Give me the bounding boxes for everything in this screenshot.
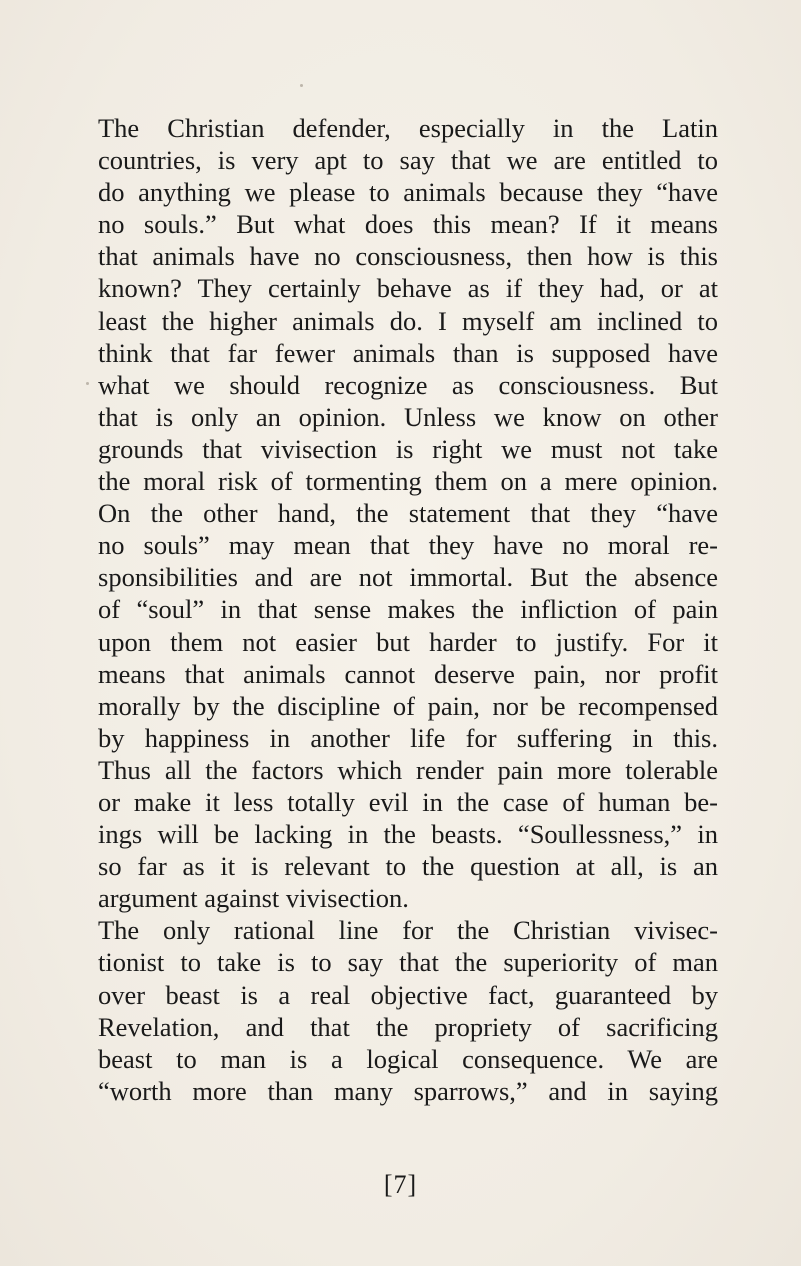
body-text bbox=[98, 112, 718, 1107]
text-line: no souls” may mean that they have no moral re- bbox=[98, 530, 718, 561]
paper-speck bbox=[86, 382, 89, 385]
text-line: beast to man is a logical consequence. We are bbox=[98, 1043, 718, 1074]
text-line: by happiness in another life for suffering in this. bbox=[98, 722, 718, 753]
text-line: that is only an opinion. Unless we know on other bbox=[98, 401, 718, 432]
paper-speck bbox=[300, 84, 303, 87]
text-line: Thus all the factors which render pain more tolerable bbox=[98, 754, 718, 785]
text-line: no souls.” But what does this mean? If it means bbox=[98, 209, 718, 240]
text-line: what we should recognize as consciousness. But bbox=[98, 369, 718, 400]
text-line: On the other hand, the statement that they “have bbox=[98, 498, 718, 529]
text-line: Revelation, and that the propriety of sacrificing bbox=[98, 1011, 718, 1042]
text-line: ings will be lacking in the beasts. “Soullessness,” in bbox=[98, 819, 718, 850]
text-line: least the higher animals do. I myself am inclined to bbox=[98, 305, 718, 336]
text-line: known? They certainly behave as if they had, or at bbox=[98, 273, 718, 304]
text-line: the moral risk of tormenting them on a mere opinion. bbox=[98, 466, 718, 497]
text-line: so far as it is relevant to the question at all, is an bbox=[98, 851, 718, 882]
text-line: grounds that vivisection is right we must not take bbox=[98, 433, 718, 464]
text-line: means that animals cannot deserve pain, nor profit bbox=[98, 658, 718, 689]
text-line: sponsibilities and are not immortal. But the absence bbox=[98, 562, 718, 593]
text-line: do anything we please to animals because they “have bbox=[98, 177, 718, 208]
text-line: The only rational line for the Christian vivisec- bbox=[98, 915, 718, 946]
text-line: over beast is a real objective fact, guaranteed by bbox=[98, 979, 718, 1010]
text-line: upon them not easier but harder to justify. For it bbox=[98, 626, 718, 657]
text-line: morally by the discipline of pain, nor be recompensed bbox=[98, 690, 718, 721]
text-line: The Christian defender, especially in the Latin bbox=[98, 113, 718, 143]
text-line: tionist to take is to say that the superiority of man bbox=[98, 947, 718, 978]
text-line: that animals have no consciousness, then how is this bbox=[98, 241, 718, 272]
text-line: or make it less totally evil in the case of human be- bbox=[98, 786, 718, 817]
page-number: [7] bbox=[383, 1170, 418, 1199]
text-line: argument against vivisection. bbox=[98, 883, 409, 914]
text-line: of “soul” in that sense makes the infliction of pain bbox=[98, 594, 718, 625]
text-line: countries, is very apt to say that we are entitled to bbox=[98, 145, 718, 176]
text-line: “worth more than many sparrows,” and in saying bbox=[98, 1075, 718, 1106]
text-line: think that far fewer animals than is supposed have bbox=[98, 337, 718, 368]
